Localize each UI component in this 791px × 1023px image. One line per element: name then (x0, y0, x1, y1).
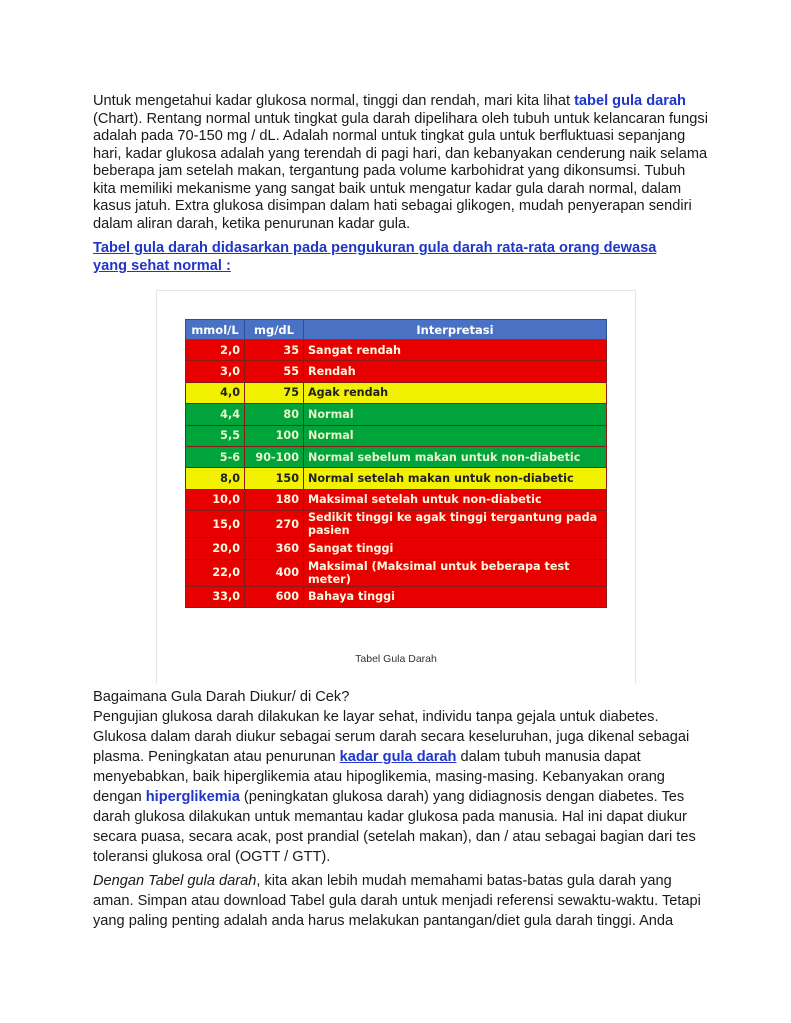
section2-text-3: (peningkatan glukosa darah) yang didiagnosis dengan diabetes. Tes darah glukosa dilakukan untuk memantau kadar glukosa pada manusia. Hal ini dapat diukur secara puasa, secara acak, post prandial (setelah makan), dan / atau sebagai bagian dari tes toleransi glukosa oral (OGTT / GTT). (93, 789, 696, 865)
section3-paragraph (93, 871, 708, 931)
table-body (186, 340, 607, 608)
cell-mg: 75 (245, 382, 304, 403)
tabel-gula-darah-link[interactable]: tabel gula darah (574, 93, 686, 109)
section2-text-2: dalam tubuh manusia dapat menyebabkan, baik hiperglikemia atau hipoglikemia, masing-masing. Kebanyakan orang dengan (93, 749, 665, 805)
cell-mmol: 33,0 (186, 586, 245, 607)
cell-interpretasi: Sangat tinggi (304, 538, 607, 559)
table-row (186, 468, 607, 489)
cell-mmol: 22,0 (186, 559, 245, 586)
intro-text-after: (Chart). Rentang normal untuk tingkat gula darah dipelihara oleh tubuh untuk kelancaran fungsi adalah pada 70-150 mg / dL. Adalah normal untuk tingkat gula untuk berfluktuasi sepanjang hari, kadar glukosa adalah yang terendah di pagi hari, dan kebanyakan cenderung naik selama beberapa jam setelah makan, tergantung pada volume karbohidrat yang dikonsumsi. Tubuh kita memiliki mekanisme yang sangat baik untuk mengatur kadar gula darah normal, dalam kasus jatuh. Extra glukosa disimpan dalam hati sebagai glikogen, mudah penyerapan sendiri dalam aliran darah, ketika penurunan kadar gula. (93, 110, 708, 232)
cell-interpretasi: Maksimal (Maksimal untuk beberapa test meter) (304, 559, 607, 586)
section3-italic-lead: Dengan Tabel gula darah (93, 873, 257, 889)
figure-caption: Tabel Gula Darah (355, 653, 437, 665)
intro-text-before: Untuk mengetahui kadar glukosa normal, tinggi dan rendah, mari kita lihat (93, 93, 575, 109)
cell-interpretasi: Maksimal setelah untuk non-diabetic (304, 489, 607, 510)
cell-mmol: 5-6 (186, 446, 245, 467)
cell-mmol: 3,0 (186, 361, 245, 382)
cell-mmol: 4,4 (186, 404, 245, 425)
cell-mg: 55 (245, 361, 304, 382)
cell-mg: 600 (245, 586, 304, 607)
kadar-gula-darah-link[interactable]: kadar gula darah (339, 749, 457, 765)
section3-text: , kita akan lebih mudah memahami batas-batas gula darah yang aman. Simpan atau download Tabel gula darah untuk menjadi referensi sewaktu-waktu. Tetapi yang paling penting adalah anda harus melakukan pantangan/diet gula darah tinggi. Anda (93, 873, 701, 929)
intro-paragraph (93, 93, 708, 233)
header-mmol: mmol/L (186, 320, 245, 340)
cell-interpretasi: Sangat rendah (304, 340, 607, 361)
cell-interpretasi: Rendah (304, 361, 607, 382)
blood-sugar-table (185, 319, 607, 608)
table-row (186, 404, 607, 425)
cell-mmol: 20,0 (186, 538, 245, 559)
table-row (186, 586, 607, 607)
cell-interpretasi: Sedikit tinggi ke agak tinggi tergantung pada pasien (304, 511, 607, 538)
section2-title: Bagaimana Gula Darah Diukur/ di Cek? (93, 689, 350, 705)
cell-interpretasi: Normal (304, 425, 607, 446)
table-heading-link[interactable]: Tabel gula darah didasarkan pada pengukuran gula darah rata-rata orang dewasa yang sehat normal : (93, 240, 657, 274)
table-row (186, 425, 607, 446)
table-row (186, 511, 607, 538)
cell-mmol: 10,0 (186, 489, 245, 510)
cell-mmol: 5,5 (186, 425, 245, 446)
cell-mmol: 15,0 (186, 511, 245, 538)
cell-mmol: 4,0 (186, 382, 245, 403)
cell-mg: 80 (245, 404, 304, 425)
cell-interpretasi: Agak rendah (304, 382, 607, 403)
cell-mg: 360 (245, 538, 304, 559)
table-row (186, 340, 607, 361)
cell-mmol: 8,0 (186, 468, 245, 489)
cell-interpretasi: Normal (304, 404, 607, 425)
cell-mmol: 2,0 (186, 340, 245, 361)
cell-mg: 270 (245, 511, 304, 538)
table-row (186, 446, 607, 467)
cell-mg: 100 (245, 425, 304, 446)
section2-paragraph (93, 687, 708, 867)
figure-gula-darah (156, 290, 636, 684)
cell-mg: 150 (245, 468, 304, 489)
cell-mg: 35 (245, 340, 304, 361)
header-mg: mg/dL (245, 320, 304, 340)
table-row (186, 382, 607, 403)
table-row (186, 559, 607, 586)
header-interpretasi: Interpretasi (304, 320, 607, 340)
hiperglikemia-link[interactable]: hiperglikemia (145, 789, 240, 805)
table-header-row (186, 320, 607, 340)
table-row (186, 489, 607, 510)
cell-mg: 400 (245, 559, 304, 586)
cell-interpretasi: Normal setelah makan untuk non-diabetic (304, 468, 607, 489)
section2-text-1: Pengujian glukosa darah dilakukan ke layar sehat, individu tanpa gejala untuk diabetes. Glukosa dalam darah diukur sebagai serum darah secara keseluruhan, juga dikenal sebagai plasma. Peningkatan atau penurunan (93, 709, 690, 765)
cell-interpretasi: Normal sebelum makan untuk non-diabetic (304, 446, 607, 467)
table-row (186, 361, 607, 382)
cell-interpretasi: Bahaya tinggi (304, 586, 607, 607)
cell-mg: 90-100 (245, 446, 304, 467)
cell-mg: 180 (245, 489, 304, 510)
table-row (186, 538, 607, 559)
